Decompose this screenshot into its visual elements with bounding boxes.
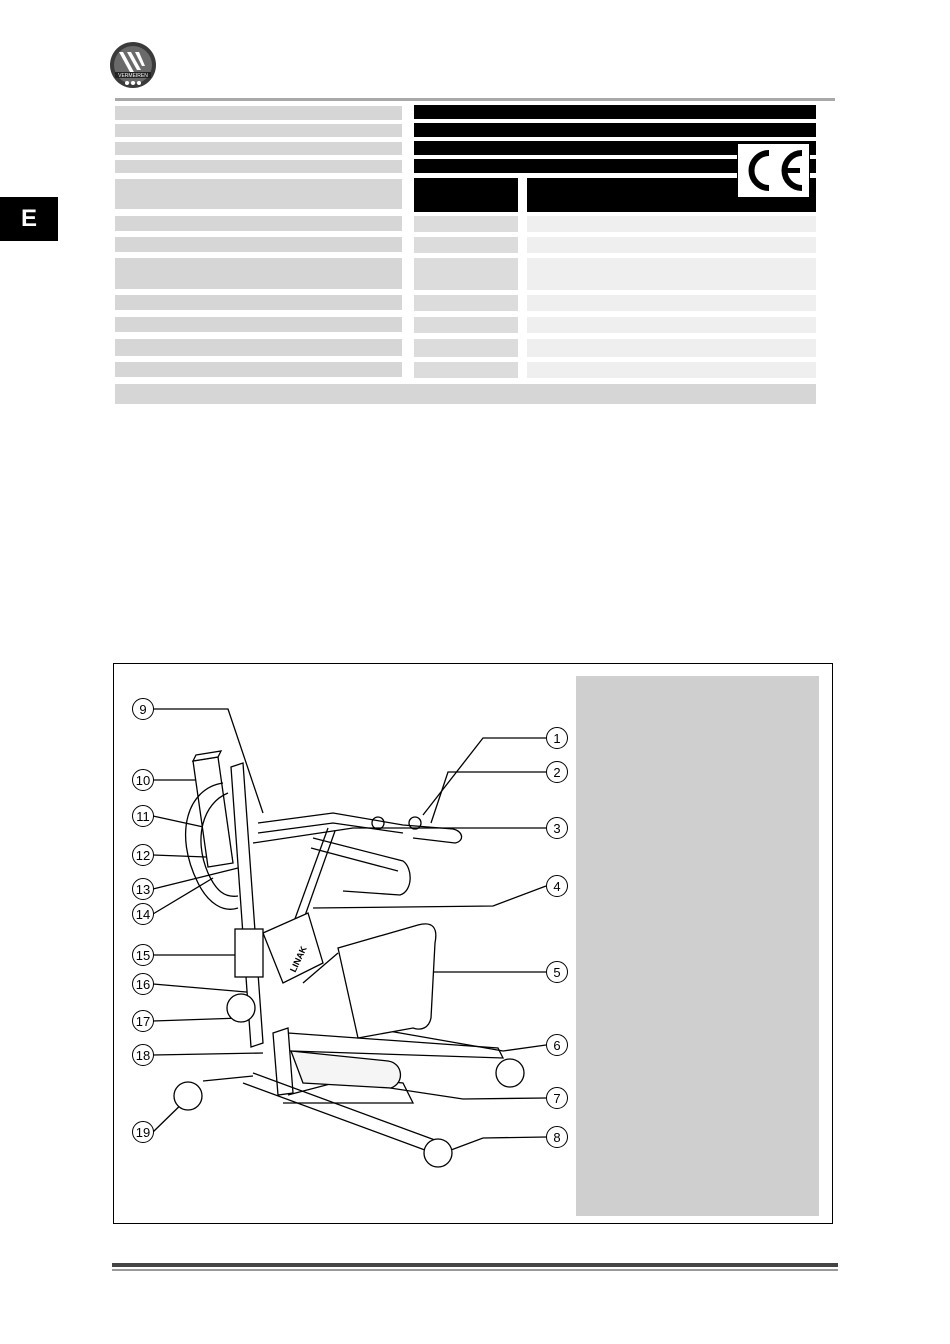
spec-col1-row-8	[414, 295, 518, 311]
spec-label-row-11	[115, 362, 402, 377]
callout-13: 13	[132, 878, 154, 900]
footer-rule	[112, 1263, 838, 1267]
brand-logo	[107, 40, 161, 90]
spec-value-row-2	[414, 123, 816, 137]
header-rule	[115, 98, 835, 101]
spec-col2-row-9	[527, 317, 816, 333]
spec-label-row-5	[115, 216, 402, 231]
spec-col2-row-8	[527, 295, 816, 311]
callout-14: 14	[132, 903, 154, 925]
spec-value-row-1	[414, 105, 816, 119]
callout-5: 5	[546, 961, 568, 983]
spec-label-row-4	[115, 160, 402, 173]
callout-7: 7	[546, 1087, 568, 1109]
stand-aid-diagram	[113, 663, 573, 1223]
spec-label-row-2	[115, 124, 402, 137]
callout-3: 3	[546, 817, 568, 839]
spec-header-col-1	[414, 178, 518, 212]
language-tab	[0, 197, 58, 241]
spec-label-row-8	[115, 295, 402, 310]
callout-19: 19	[132, 1121, 154, 1143]
spec-col2-row-7	[527, 258, 816, 290]
spec-col1-row-11	[414, 362, 518, 378]
callout-17: 17	[132, 1010, 154, 1032]
spec-col2-row-5	[527, 216, 816, 232]
callout-6: 6	[546, 1034, 568, 1056]
footer-rule-thin	[112, 1269, 838, 1271]
spec-label-row-6	[115, 237, 402, 252]
spec-label-row-9	[115, 317, 402, 332]
callout-1: 1	[546, 727, 568, 749]
spec-label-header	[115, 179, 402, 209]
callout-18: 18	[132, 1044, 154, 1066]
spec-col1-row-6	[414, 237, 518, 253]
spec-label-row-1	[115, 106, 402, 120]
figure-legend-panel	[576, 676, 819, 1216]
callout-16: 16	[132, 973, 154, 995]
spec-label-row-7	[115, 258, 402, 289]
spec-col1-row-7	[414, 258, 518, 290]
language-tab-label: E	[20, 205, 37, 232]
callout-15: 15	[132, 944, 154, 966]
ce-mark	[737, 143, 810, 198]
spec-col2-row-11	[527, 362, 816, 378]
logo-text: VERMEIREN	[118, 73, 148, 79]
callout-11: 11	[132, 805, 154, 827]
callout-4: 4	[546, 875, 568, 897]
spec-col1-row-5	[414, 216, 518, 232]
callout-2: 2	[546, 761, 568, 783]
spec-col2-row-10	[527, 339, 816, 357]
callout-8: 8	[546, 1126, 568, 1148]
callout-9: 9	[132, 698, 154, 720]
spec-footer-row	[115, 384, 816, 404]
spec-col2-row-6	[527, 237, 816, 253]
callout-10: 10	[132, 769, 154, 791]
spec-label-row-10	[115, 339, 402, 356]
spec-col1-row-9	[414, 317, 518, 333]
spec-label-row-3	[115, 142, 402, 155]
spec-col1-row-10	[414, 339, 518, 357]
callout-12: 12	[132, 844, 154, 866]
actuator-brand-label: LINAK	[288, 944, 309, 974]
